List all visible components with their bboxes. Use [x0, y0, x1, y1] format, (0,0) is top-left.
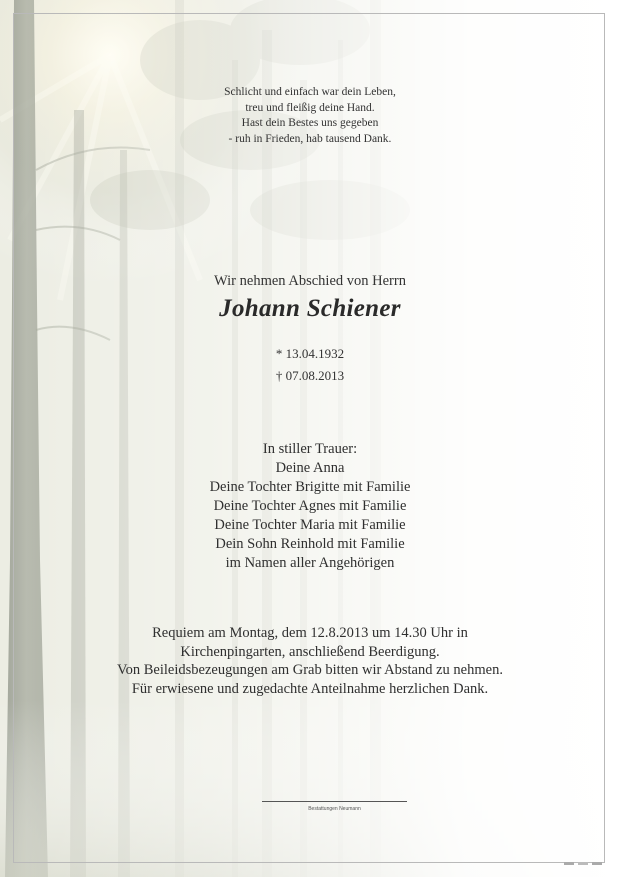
- requiem-line: Von Beileidsbezeugungen am Grab bitten wir Abstand zu nehmen.: [117, 662, 503, 678]
- mourner-line: Deine Anna: [275, 460, 345, 476]
- requiem-line: Für erwiesene und zugedachte Anteilnahme herzlichen Dank.: [131, 680, 489, 697]
- poem-line: Schlicht und einfach war dein Leben,: [224, 86, 396, 98]
- mourner-line: Deine Tochter Agnes mit Familie: [213, 498, 407, 514]
- footer-divider: [262, 801, 407, 802]
- birth-date: * 13.04.1932: [275, 346, 345, 361]
- mourner-line: im Namen aller Angehörigen: [225, 555, 395, 571]
- death-date: † 07.08.2013: [275, 368, 345, 383]
- mourner-line: Dein Sohn Reinhold mit Familie: [215, 536, 405, 552]
- mourners-heading: In stiller Trauer:: [262, 441, 358, 457]
- mourner-line: Deine Tochter Maria mit Familie: [214, 517, 406, 533]
- poem-verse: [0, 85, 620, 147]
- poem-line: - ruh in Frieden, hab tausend Dank.: [228, 132, 392, 145]
- life-dates: [0, 343, 620, 387]
- requiem-line: Requiem am Montag, dem 12.8.2013 um 14.30 Uhr in: [152, 625, 468, 641]
- corner-marks-icon: [564, 861, 602, 867]
- poem-line: Hast dein Bestes uns gegeben: [241, 117, 379, 129]
- undertaker-credit: Bestattungen Neumann: [308, 806, 361, 812]
- mourner-line: Deine Tochter Brigitte mit Familie: [209, 479, 411, 495]
- deceased-name: Johann Schiener: [219, 295, 401, 322]
- requiem-line: Kirchenpingarten, anschließend Beerdigung.: [180, 643, 440, 660]
- requiem-details: [0, 624, 620, 698]
- mourners-list: [0, 440, 620, 573]
- poem-line: treu und fleißig deine Hand.: [245, 101, 375, 114]
- farewell-intro: Wir nehmen Abschied von Herrn: [214, 273, 406, 289]
